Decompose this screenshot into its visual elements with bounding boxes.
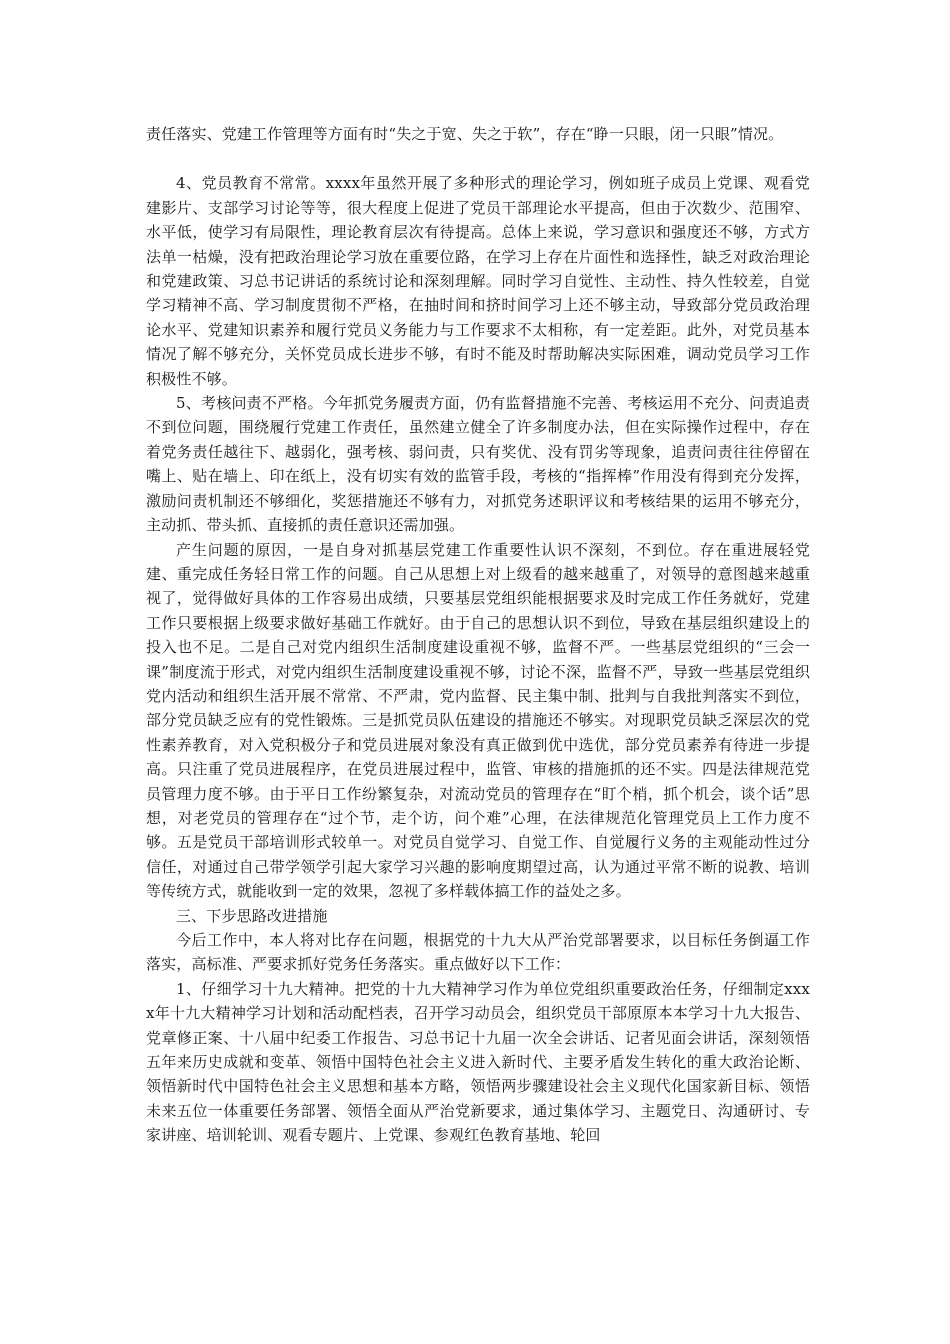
paragraph-continuation: 责任落实、党建工作管理等方面有时“失之于宽、失之于软”，存在“睁一只眼，闭一只眼”情况。 xyxy=(146,125,784,143)
document-page xyxy=(146,122,810,1148)
paragraph-assessment-accountability: 5、考核问责不严格。今年抓党务履责方面，仍有监督措施不完善、考核运用不充分、问责追责不到位问题，围绕履行党建工作责任，虽然建立健全了许多制度办法，但在实际操作过程中，存在着党务责任越往下、越弱化，强考核、弱问责，只有奖优、没有罚劣等现象，追责问责往往停留在嘴上、贴在墙上、印在纸上，没有切实有效的监管手段，考核的“指挥棒”作用没有得到充分发挥，激励问责机制还不够细化，奖惩措施还不够有力，对抓党务述职评议和考核结果的运用不够充分，主动抓、带头抓、直接抓的责任意识还需加强。 xyxy=(146,394,810,535)
section-heading-next-steps: 三、下步思路改进措施 xyxy=(176,906,328,925)
paragraph-study-nineteenth-congress: 1、仔细学习十九大精神。把党的十九大精神学习作为单位党组织重要政治任务，仔细制定xxxx年十九大精神学习计划和活动配档表，召开学习动员会，组织党员干部原原本本学习十九大报告、党章修正案、十八届中纪委工作报告、习总书记十九届一次全会讲话、记者见面会讲话，深刻领悟五年来历史成就和变革、领悟中国特色社会主义进入新时代、主要矛盾发生转化的重大政治论断、领悟新时代中国特色社会主义思想和基本方略，领悟两步骤建设社会主义现代化国家新目标、领悟未来五位一体重要任务部署、领悟全面从严治党新要求，通过集体学习、主题党日、沟通研讨、专家讲座、培训轮训、观看专题片、上党课、参观红色教育基地、轮回 xyxy=(146,979,810,1145)
paragraph-party-education: 4、党员教育不常常。xxxx年虽然开展了多种形式的理论学习，例如班子成员上党课、观看党建影片、支部学习讨论等等，很大程度上促进了党员干部理论水平提高，但由于次数少、范围窄、水平低，使学习有局限性，理论教育层次有待提高。总体上来说，学习意识和强度还不够，方式方法单一枯燥，没有把政治理论学习放在重要位路，在学习上存在片面性和选择性，缺乏对政治理论和党建政策、习总书记讲话的系统讨论和深刻理解。同时学习自觉性、主动性、持久性较差，自觉学习精神不高、学习制度贯彻不严格，在抽时间和挤时间学习上还不够主动，导致部分党员政治理论水平、党建知识素养和履行党员义务能力与工作要求不太相称，有一定差距。此外，对党员基本情况了解不够充分，关怀党员成长进步不够，有时不能及时帮助解决实际困难，调动党员学习工作积极性不够。 xyxy=(146,174,810,388)
paragraph-future-work: 今后工作中，本人将对比存在问题，根据党的十九大从严治党部署要求，以目标任务倒逼工作落实，高标准、严要求抓好党务任务落实。重点做好以下工作： xyxy=(146,931,810,974)
paragraph-problem-causes: 产生问题的原因，一是自身对抓基层党建工作重要性认识不深刻，不到位。存在重进展轻党建、重完成任务轻日常工作的问题。自己从思想上对上级看的越来越重了，对领导的意图越来越重视了，觉得做好具体的工作容易出成绩，只要基层党组织能根据要求及时完成工作任务就好，党建工作只要根据上级要求做好基础工作就好。由于自己的思想认识不到位，导致在基层组织建设上的投入也不足。二是自己对党内组织生活制度建设重视不够，监督不严。一些基层党组织的“三会一课”制度流于形式，对党内组织生活制度建设重视不够，讨论不深，监督不严，导致一些基层党组织党内活动和组织生活开展不常常、不严肃，党内监督、民主集中制、批判与自我批判落实不到位，部分党员缺乏应有的党性锻炼。三是抓党员队伍建设的措施还不够实。对现职党员缺乏深层次的党性素养教育，对入党积极分子和党员进展对象没有真正做到优中选优，部分党员素养有待进一步提高。只注重了党员进展程序，在党员进展过程中，监管、审核的措施抓的还不实。四是法律规范党员管理力度不够。由于平日工作纷繁复杂，对流动党员的管理存在“盯个梢，抓个机会，谈个话”思想，对老党员的管理存在“过个节，走个访，问个难”心理，在法律规范化管理党员上工作力度不够。五是党员干部培训形式较单一。对党员自觉学习、自觉工作、自觉履行义务的主观能动性过分信任，对通过自己带学领学引起大家学习兴趣的影响度期望过高，认为通过平常不断的说教、培训等传统方式，就能收到一定的效果，忽视了多样载体搞工作的益处之多。 xyxy=(146,540,810,901)
